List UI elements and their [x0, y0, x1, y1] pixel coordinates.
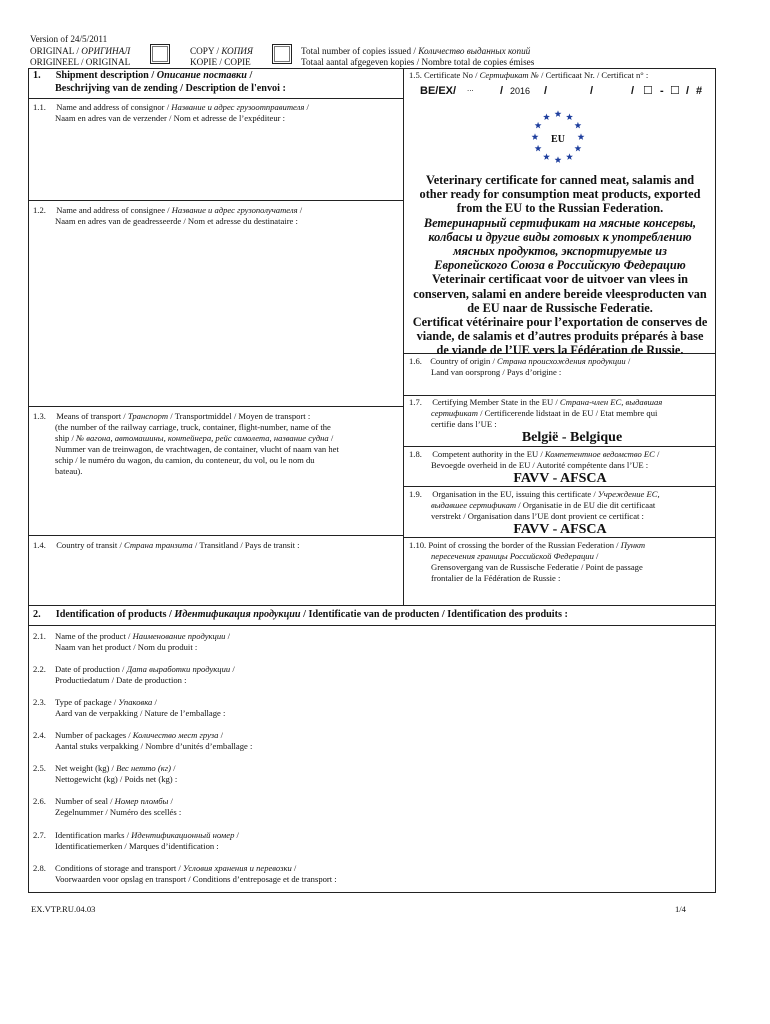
eu-star-icon	[574, 122, 581, 129]
cert-year: 2016	[510, 86, 531, 96]
copy-label-ru: КОПИЯ	[221, 46, 253, 56]
eu-star-icon	[543, 153, 550, 160]
product-field-label	[33, 692, 709, 708]
eu-star-icon	[566, 153, 573, 160]
product-field-label-sep: /	[234, 830, 239, 840]
field-number: 2.5.	[33, 763, 46, 773]
product-field-label	[33, 791, 709, 807]
eu-star-icon	[555, 156, 562, 163]
transport-label-5: schip / le numéro du wagon, du camion, du conteneur, du vol, ou le nom du	[55, 455, 315, 465]
eu-label: EU	[551, 134, 565, 145]
organisation-label-3: verstrekt / Organisation dans l’UE dont provient ce certificat :	[431, 511, 644, 521]
consignor-label-sep: /	[304, 102, 309, 112]
version-text: Version of 24/5/2011	[30, 34, 108, 44]
product-field-label-sep: /	[230, 664, 235, 674]
consignee-label-2: Naam en adres van de geadresseerde / Nom et adresse du destinataire :	[55, 216, 298, 226]
section1-number: 1.	[33, 70, 41, 81]
organisation-l2ru: выдавшее сертификат	[431, 500, 517, 510]
transit-label	[33, 540, 300, 551]
title-nl-3: de EU naar de Russische Federatie.	[467, 300, 653, 315]
member-state-label	[409, 397, 662, 408]
product-field-label	[33, 858, 709, 874]
total-copies-ru: Количество выданных копий	[418, 46, 531, 56]
title-en-2: other ready for consumption meat products, exported	[419, 187, 701, 202]
transport-label-2: (the number of the railway carriage, truck, container, flight-number, name of the	[55, 422, 331, 432]
cert-prefix: BE/EX/	[420, 85, 457, 97]
product-field-label-sep: /	[168, 796, 173, 806]
eu-star-icon	[578, 133, 585, 140]
transport-l3a: ship /	[55, 433, 77, 443]
origin-label-ru: Страна происхождения продукции	[497, 356, 626, 366]
transport-label	[33, 411, 310, 422]
cert-hash: #	[696, 85, 703, 97]
organisation-label-2	[431, 500, 655, 511]
field-number: 1.4.	[33, 540, 46, 550]
eu-star-icon	[535, 122, 542, 129]
cert-slash-3: /	[590, 85, 594, 97]
transport-l3b: /	[328, 433, 334, 443]
copy-label-en: COPY /	[190, 46, 222, 56]
page-number: 1/4	[675, 904, 686, 914]
title-nl-1: Veterinair certificaat voor de uitvoer van vlees in	[431, 272, 689, 287]
organisation-l2b: / Organisatie in de EU die dit certificaat	[516, 500, 656, 510]
certificate-no-label	[409, 70, 648, 81]
section1-title-2: Beschrijving van de zending / Description de l'envoi :	[55, 83, 286, 94]
product-field-label-en: Number of seal /	[55, 796, 115, 806]
cert-label-rest: / Certificaat Nr. / Certificat n° :	[538, 70, 649, 80]
copy-label	[190, 46, 253, 57]
total-copies-label	[301, 46, 530, 57]
eu-stars-logo	[525, 106, 591, 168]
origin-label-en: Country of origin /	[430, 356, 498, 366]
consignee-label-ru: Название и адрес грузополучателя	[171, 205, 298, 215]
border-l2ru: пересечения границы Российской Федерации	[431, 551, 594, 561]
title-nl-2: conserven, salami en andere bereide vleesproducten van	[413, 286, 707, 301]
section2-title-en: Identification of products /	[55, 609, 175, 620]
footer-code: EX.VTP.RU.04.03	[31, 904, 96, 914]
cert-box-2: ☐	[670, 85, 680, 97]
transit-input[interactable]	[33, 553, 399, 603]
field-number: 2.6.	[33, 796, 46, 806]
transport-l1b: / Transportmiddel / Moyen de transport :	[168, 411, 311, 421]
member-state-l1ru: Страна-член ЕС, выдавшая	[559, 397, 663, 407]
product-field[interactable]	[33, 825, 709, 855]
product-field-label-2: Nettogewicht (kg) / Poids net (kg) :	[55, 773, 178, 784]
field-number: 1.2.	[33, 205, 46, 215]
total-copies-en: Total number of copies issued /	[301, 46, 419, 56]
field-number: 2.4.	[33, 730, 46, 740]
title-ru-2: колбасы и другие виды готовых к употреблению	[428, 229, 692, 244]
product-field-label-2: Aard van de verpakking / Nature de l’emballage :	[55, 707, 226, 718]
product-field-label	[33, 725, 709, 741]
cert-slash-1: /	[500, 85, 504, 97]
product-field-label-sep: /	[170, 763, 176, 773]
product-field[interactable]	[33, 791, 709, 821]
transport-label-4: Nummer van de treinwagon, de vrachtwagen, de container, vlucht of naam van het	[55, 444, 339, 454]
field-number: 2.3.	[33, 697, 46, 707]
field-number: 2.7.	[33, 830, 46, 840]
product-field-label	[33, 626, 709, 642]
cert-label-en: 1.5. Certificate No /	[409, 70, 480, 80]
product-field-label-sep: /	[218, 730, 223, 740]
eu-star-icon	[543, 113, 550, 120]
section1-title-ru: Описание поставки	[156, 70, 247, 81]
title-en-3: from the EU to the Russian Federation.	[456, 201, 664, 216]
original-label-en: ORIGINAL /	[30, 46, 82, 56]
cert-slash-5: /	[686, 85, 690, 97]
product-field-label-ru: Вес нетто (кг)	[116, 763, 171, 773]
product-field-label-sep: /	[152, 697, 157, 707]
consignee-label-en: Name and address of consignee /	[56, 205, 172, 215]
consignor-label-ru: Название и адрес грузоотправителя	[171, 102, 305, 112]
border-l1ru: Пункт	[620, 540, 646, 550]
title-ru-3: мясных продуктов, экспортируемые из	[453, 244, 667, 259]
product-field-label-2: Voorwaarden voor opslag en transport / Conditions d’entreposage et de transport :	[55, 873, 337, 884]
product-field-label-2: Zegelnummer / Numéro des scellés :	[55, 806, 182, 817]
product-field-label-2: Naam van het product / Nom du produit :	[55, 641, 198, 652]
product-field-label	[33, 659, 709, 675]
cert-slash-4: /	[631, 85, 635, 97]
copy-label-2: KOPIE / COPIE	[190, 57, 251, 67]
product-field-label-en: Identification marks /	[55, 830, 132, 840]
cert-dash: -	[660, 85, 664, 97]
field-number: 1.3.	[33, 411, 46, 421]
authority-value: FAVV - AFSCA	[513, 471, 607, 486]
certificate-number-field[interactable]	[420, 85, 710, 99]
transport-input[interactable]	[33, 478, 399, 532]
cert-slash-2: /	[544, 85, 548, 97]
member-state-l2ru: сертификат	[431, 408, 478, 418]
authority-l1a: Competent authority in the EU /	[432, 449, 545, 459]
product-field-label-en: Net weight (kg) /	[55, 763, 117, 773]
field-number: 1.7.	[409, 397, 422, 407]
title-ru-1: Ветеринарный сертификат на мясные консервы,	[423, 215, 697, 230]
original-label	[30, 46, 130, 57]
transport-l1a: Means of transport /	[56, 411, 128, 421]
title-fr-1: Certificat vétérinaire pour l’exportation de conserves de	[412, 315, 708, 330]
border-l1a: Point of crossing the border of the Russian Federation /	[428, 540, 621, 550]
border-crossing-label-4: frontalier de la Fédération de Russie :	[431, 573, 561, 583]
original-label-2: ORIGINEEL / ORIGINAL	[30, 57, 131, 67]
consignor-label	[33, 102, 309, 113]
field-number: 1.10.	[409, 540, 427, 550]
product-field-label-ru: Номер пломбы	[114, 796, 169, 806]
consignee-label	[33, 205, 302, 216]
certificate-title	[404, 173, 716, 358]
product-field-label	[33, 758, 709, 774]
origin-label-sep: /	[625, 356, 631, 366]
member-state-l1a: Certifying Member State in the EU /	[432, 397, 560, 407]
member-state-label-2	[431, 408, 657, 419]
transit-label-ru: Страна транзита	[124, 540, 193, 550]
product-field-label-ru: Идентификационный номер	[131, 830, 235, 840]
product-field-label-en: Conditions of storage and transport /	[55, 863, 183, 873]
organisation-label	[409, 489, 660, 500]
eu-star-icon	[532, 133, 539, 140]
title-fr-2: viande, de salamis et d’autres produits préparés à base	[416, 329, 704, 344]
field-number: 1.8.	[409, 449, 422, 459]
product-field-label-ru: Количество мест груза	[132, 730, 219, 740]
eu-star-icon	[535, 145, 542, 152]
field-number: 2.8.	[33, 863, 46, 873]
product-field-label-en: Type of package /	[55, 697, 119, 707]
product-field-label	[33, 825, 709, 841]
eu-star-icon	[555, 110, 562, 117]
product-field-label-2: Productiedatum / Date de production :	[55, 674, 187, 685]
eu-star-icon	[566, 113, 573, 120]
consignor-label-2: Naam en adres van de verzender / Nom et adresse de l’expéditeur :	[55, 113, 286, 123]
organisation-l1a: Organisation in the EU, issuing this certificate /	[432, 489, 598, 499]
product-field-label-sep: /	[291, 863, 297, 873]
product-field[interactable]	[33, 858, 709, 888]
member-state-value: België - Belgique	[521, 430, 623, 445]
section2-title	[33, 609, 568, 622]
origin-label-2: Land van oorsprong / Pays d’origine :	[431, 367, 562, 377]
border-crossing-label-3: Grensovergang van de Russische Federatie / Point de passage	[431, 562, 643, 572]
consignor-input[interactable]	[33, 126, 399, 196]
cert-dots: ...	[467, 84, 474, 93]
title-ru-4: Европейского Союза в Российскую Федерацию	[434, 258, 686, 273]
cert-box-1: ☐	[643, 85, 653, 97]
transport-label-3	[55, 433, 333, 444]
product-field-label-2: Aantal stuks verpakking / Nombre d’unités d’emballage :	[55, 740, 253, 751]
transport-l3ru: № вагона, автомашины, контейнера, рейс самолета, название судна	[76, 433, 329, 443]
product-field[interactable]	[33, 758, 709, 788]
product-field[interactable]	[33, 692, 709, 722]
product-field[interactable]	[33, 725, 709, 755]
section1-title-sep: /	[246, 70, 253, 81]
section1-title-en: Shipment description /	[55, 70, 157, 81]
transport-label-6: bateau).	[55, 466, 83, 476]
total-copies-label-2: Totaal aantal afgegeven kopies / Nombre total de copies émises	[301, 57, 535, 67]
product-field-label-en: Date of production /	[55, 664, 127, 674]
product-field[interactable]	[33, 659, 709, 689]
origin-label	[409, 356, 630, 367]
authority-l1ru: Компетентное ведомство ЕС	[544, 449, 655, 459]
border-crossing-label	[409, 540, 645, 551]
product-field-label-en: Number of packages /	[55, 730, 133, 740]
title-en-1: Veterinary certificate for canned meat, salamis and	[425, 173, 695, 187]
product-field-label-ru: Упаковка	[118, 697, 153, 707]
section2-title-rest: / Identificatie van de producten / Identification des produits :	[300, 609, 568, 620]
copy-checkbox[interactable]	[272, 44, 292, 64]
eu-star-icon	[574, 145, 581, 152]
original-checkbox[interactable]	[150, 44, 170, 64]
organisation-l1ru: Учреждение ЕС,	[597, 489, 660, 499]
original-label-ru: ОРИГИНАЛ	[81, 46, 131, 56]
product-field-label-ru: Наименование продукции	[132, 631, 226, 641]
consignee-input[interactable]	[33, 229, 399, 401]
field-number: 1.9.	[409, 489, 422, 499]
field-number: 2.1.	[33, 631, 46, 641]
authority-label	[409, 449, 659, 460]
transit-label-rest: / Transitland / Pays de transit :	[192, 540, 300, 550]
product-field-label-sep: /	[225, 631, 230, 641]
field-number: 1.6.	[409, 356, 422, 366]
consignee-label-sep: /	[297, 205, 303, 215]
transit-label-en: Country of transit /	[56, 540, 124, 550]
member-state-label-3: certifie dans l’UE :	[431, 419, 497, 429]
authority-label-2: Bevoegde overheid in de EU / Autorité compétente dans l’UE :	[431, 460, 649, 470]
member-state-l2b: / Certificerende lidstaat in de EU / Etat membre qui	[477, 408, 658, 418]
border-l2b: /	[593, 551, 599, 561]
product-field-label-ru: Дата выработки продукции	[126, 664, 231, 674]
field-number: 1.1.	[33, 102, 46, 112]
section1-title	[33, 70, 252, 83]
product-field[interactable]	[33, 626, 709, 656]
authority-l1b: /	[654, 449, 660, 459]
product-field-label-en: Name of the product /	[55, 631, 133, 641]
transport-l1ru: Транспорт	[127, 411, 169, 421]
section2-title-ru: Идентификация продукции	[174, 609, 301, 620]
field-number: 2.2.	[33, 664, 46, 674]
cert-label-ru: Сертификат №	[479, 70, 539, 80]
section2-number: 2.	[33, 609, 41, 620]
title-fr-3: de viande de l’UE vers la Fédération de Russie.	[436, 343, 684, 358]
organisation-value: FAVV - AFSCA	[513, 522, 607, 537]
consignor-label-en: Name and address of consignor /	[56, 102, 172, 112]
product-field-label-ru: Условия хранения и перевозки	[182, 863, 292, 873]
product-field-label-2: Identificatiemerken / Marques d’identification :	[55, 840, 219, 851]
border-crossing-label-2	[431, 551, 598, 562]
